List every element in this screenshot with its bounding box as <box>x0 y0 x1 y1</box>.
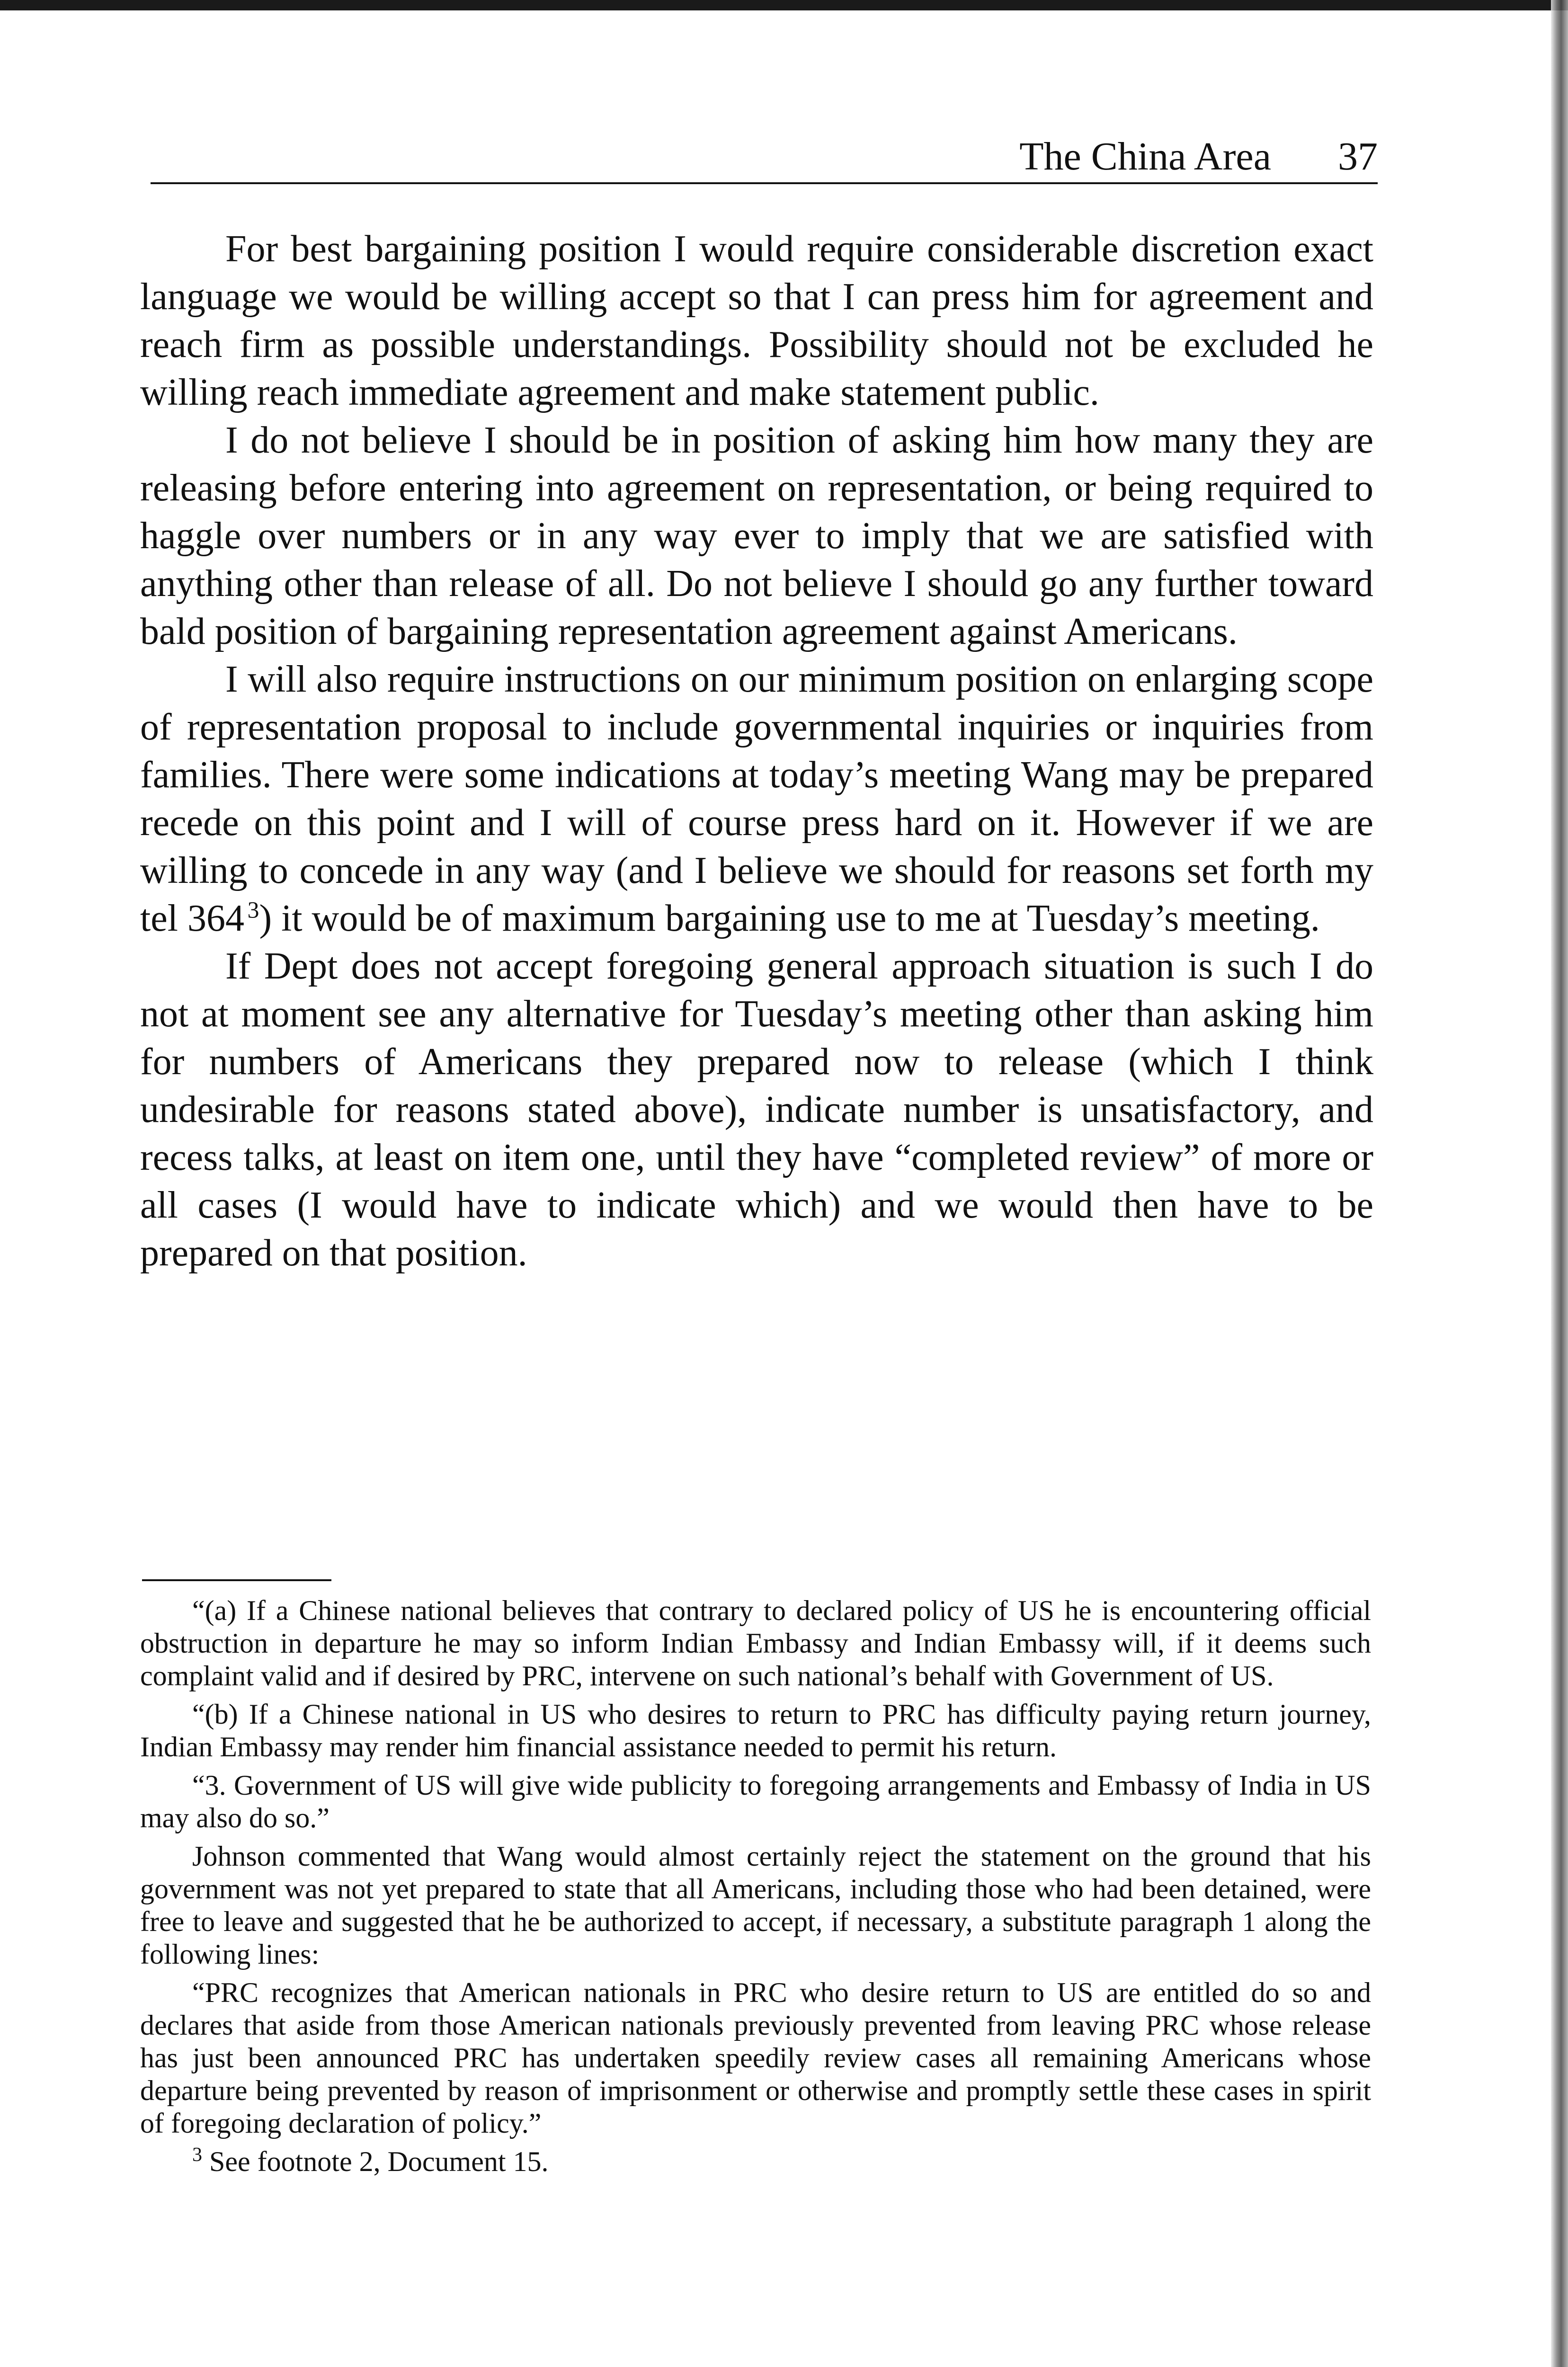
footnote-note-3-marker: 3 <box>192 2144 202 2166</box>
footnote-prc-paragraph: “PRC recognizes that American nationals in PRC who desire return to US are entitled do so and declares that aside from those American nationals previously prevented from leaving PRC whose release has just been announced PRC has undertaken speedily review cases all remaining Americans whose departure being prevented by reason of imprisonment or otherwise and promptly settle these cases in spirit of foregoing declaration of policy.” <box>140 1977 1371 2139</box>
footnote-item-a: “(a) If a Chinese national believes that contrary to declared policy of US he is encountering official obstruction in departure he may so inform Indian Embassy and Indian Embassy will, if it deems such complaint valid and if desired by PRC, intervene on such national’s behalf with Government of US. <box>140 1595 1371 1691</box>
running-header <box>151 125 1378 184</box>
footnote-item-b: “(b) If a Chinese national in US who desires to return to PRC has difficulty paying return journey, Indian Embassy may render him financial assistance needed to permit his return. <box>140 1699 1371 1762</box>
footnote-johnson-comment: Johnson commented that Wang would almost certainly reject the statement on the ground that his government was not yet prepared to state that all Americans, including those who had been detained, were free to leave and suggested that he be authorized to accept, if necessary, a substitute paragraph 1 along the following lines: <box>140 1841 1371 1970</box>
footnotes-section <box>140 1594 1371 2184</box>
body-paragraph-1: For best bargaining position I would require considerable discretion exact language we would be willing accept so that I can press him for agreement and reach firm as possible understandings. Possibility should not be excluded he willing reach immediate agreement and make statement public. <box>140 228 1373 413</box>
body-paragraph-3-text: I will also require instructions on our minimum position on enlarging scope of representation proposal to include governmental inquiries or inquiries from families. There were some indications at today’s meeting Wang may be prepared recede on this point and I will of course press hard on it. However if we are willing to concede in any way (and I believe we should for reasons set forth my tel 364 <box>140 658 1373 939</box>
footnote-note-3 <box>140 2145 1371 2178</box>
footnote-reference-3: 3 <box>247 897 259 923</box>
body-paragraph-3-text-cont: ) it would be of maximum bargaining use to me at Tuesday’s meeting. <box>259 898 1320 939</box>
page-binding-edge <box>1551 0 1568 2367</box>
body-paragraph-2: I do not believe I should be in position of asking him how many they are releasing before entering into agreement on representation, or being required to haggle over numbers or in any way ever to imply that we are satisfied with anything other than release of all. Do not believe I should go any further toward bald position of bargaining representation agreement against Americans. <box>140 419 1373 652</box>
footnote-item-3: “3. Government of US will give wide publicity to foregoing arrangements and Embassy of India in US may also do so.” <box>140 1770 1371 1833</box>
footnote-divider <box>142 1579 331 1581</box>
page-top-border <box>0 0 1568 10</box>
body-paragraph-4: If Dept does not accept foregoing general approach situation is such I do not at moment see any alternative for Tuesday’s meeting other than asking him for numbers of Americans they prepared now to release (which I think undesirable for reasons stated above), indicate number is unsatisfactory, and recess talks, at least on item one, until they have “completed review” of more or all cases (I would have to indicate which) and we would then have to be prepared on that position. <box>140 945 1373 1274</box>
main-body-text <box>140 225 1373 1277</box>
page-number: 37 <box>1338 134 1378 178</box>
footnote-note-3-text: See footnote 2, Document 15. <box>202 2146 549 2177</box>
body-paragraph-3 <box>140 656 1373 943</box>
running-title: The China Area <box>1019 134 1271 178</box>
